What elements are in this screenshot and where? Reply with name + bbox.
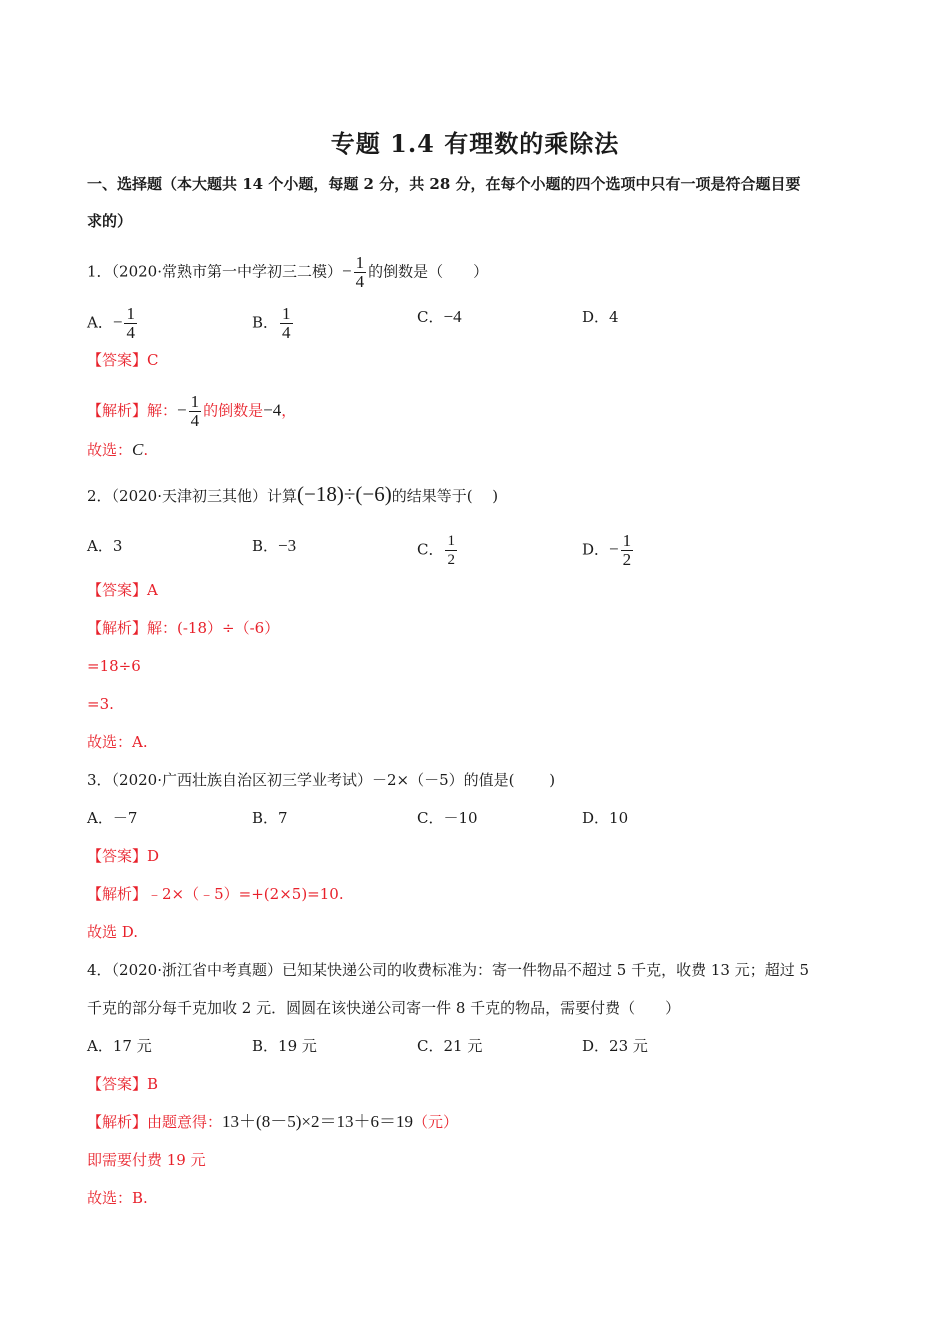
question-2-prefix: 2．（2020·天津初三其他）计算	[87, 487, 297, 505]
q2-option-b	[252, 536, 296, 556]
analysis-label: 【解析】	[87, 619, 148, 637]
analysis-label: 【解析】	[87, 401, 148, 420]
option-label: C．	[417, 540, 444, 559]
fraction-numerator: 1	[126, 304, 135, 323]
q1-option-b	[252, 305, 295, 342]
q1-option-d	[582, 307, 619, 327]
q1-choice	[87, 440, 148, 460]
option-label: C．	[417, 308, 444, 326]
option-label: B．	[252, 313, 279, 332]
q4-option-a: A．17 元	[87, 1037, 152, 1055]
question-4: 4．（2020·浙江省中考真题）已知某快递公司的收费标准为：寄一件物品不超过 5 千克，收费 13 元；超过 5	[87, 961, 810, 979]
option-label: B．	[252, 537, 279, 555]
q2-step-2: =3.	[87, 695, 114, 713]
option-label: D．	[582, 308, 610, 326]
choice-end: .	[143, 441, 149, 459]
q3-option-b: B．7	[252, 809, 288, 827]
option-label: A．	[87, 537, 113, 555]
choice-value: C	[132, 440, 144, 459]
fraction-denominator: 4	[126, 323, 135, 342]
fraction-denominator: 4	[282, 323, 291, 342]
option-value: 4	[609, 308, 619, 326]
fraction-numerator: 1	[622, 531, 632, 550]
section-heading: 一、选择题（本大题共 14 个小题，每题 2 分，共 28 分，在每个小题的四个选项中只有一项是符合题目要	[87, 175, 801, 193]
question-1-fraction	[354, 254, 367, 291]
option-value: −3	[278, 536, 297, 555]
q2-option-a	[87, 536, 122, 556]
analysis-end: ，	[281, 401, 297, 420]
analysis-text: ﹣2×（﹣5）=+(2×5)=10.	[147, 885, 344, 903]
option-fraction	[280, 305, 293, 342]
fraction-numerator: 1	[355, 253, 365, 272]
option-value: 3	[112, 537, 123, 555]
q4-analysis	[87, 1112, 458, 1132]
option-sign: −	[609, 539, 619, 559]
option-fraction	[621, 532, 634, 569]
fraction-numerator: 1	[282, 304, 291, 323]
fraction-denominator: 4	[190, 411, 200, 430]
q4-option-c: C．21 元	[417, 1037, 483, 1055]
q3-choice: 故选 D.	[87, 923, 139, 941]
analysis-pre: 由题意得：	[147, 1113, 223, 1131]
fraction-numerator: 1	[190, 392, 200, 411]
analysis-text: 解：(-18）÷（-6）	[147, 619, 280, 637]
q1-analysis	[87, 393, 296, 430]
q3-option-c: C．－10	[417, 809, 478, 827]
analysis-expression: 13＋(8－5)×2＝13＋6＝19	[222, 1112, 413, 1131]
analysis-label: 【解析】	[87, 1113, 148, 1131]
question-2-expression: (−18)÷(−6)	[297, 482, 392, 506]
q4-option-d: D．23 元	[582, 1037, 648, 1055]
option-label: A．	[87, 313, 113, 332]
fraction-denominator: 2	[622, 550, 632, 569]
question-3: 3．（2020·广西壮族自治区初三学业考试）－2×（－5）的值是( )	[87, 771, 556, 789]
option-value: −4	[443, 307, 462, 326]
page-title: 专题 1.4 有理数的乘除法	[330, 129, 620, 158]
q4-option-b: B．19 元	[252, 1037, 317, 1055]
q1-answer: 【答案】C	[87, 351, 159, 369]
analysis-unit: （元）	[412, 1113, 458, 1131]
option-fraction	[445, 532, 457, 569]
fraction-numerator: 1	[447, 533, 455, 549]
q4-choice: 故选：B.	[87, 1189, 148, 1207]
question-1-sign: −	[342, 261, 352, 281]
question-2-suffix: 的结果等于( )	[391, 487, 499, 505]
q2-option-d	[582, 532, 635, 569]
q4-answer: 【答案】B	[87, 1075, 159, 1093]
q2-answer: 【答案】A	[87, 581, 158, 599]
choice-pre: 故选：	[87, 441, 133, 459]
q2-choice: 故选：A.	[87, 733, 148, 751]
q3-option-d: D．10	[582, 809, 629, 827]
analysis-label: 【解析】	[87, 885, 148, 903]
q1-option-a	[87, 305, 139, 342]
fraction-denominator: 2	[447, 552, 455, 568]
question-4-cont: 千克的部分每千克加收 2 元．圆圆在该快递公司寄一件 8 千克的物品，需要付费（ ）	[87, 999, 681, 1017]
question-1	[87, 254, 488, 291]
analysis-value: −4	[263, 400, 282, 420]
question-1-prefix: 1．（2020·常熟市第一中学初三二模）	[87, 262, 342, 281]
option-fraction	[124, 305, 137, 342]
q2-option-c	[417, 532, 459, 569]
q2-step-1: =18÷6	[87, 657, 141, 675]
question-2	[87, 484, 498, 506]
analysis-fraction	[189, 393, 202, 430]
q3-option-a: A．－7	[87, 809, 138, 827]
q4-step-1: 即需要付费 19 元	[87, 1151, 206, 1169]
q3-answer: 【答案】D	[87, 847, 160, 865]
analysis-sign: −	[177, 400, 187, 420]
q3-analysis	[87, 884, 344, 904]
fraction-denominator: 4	[355, 272, 365, 291]
analysis-pre: 解：	[147, 401, 178, 420]
question-1-suffix: 的倒数是（ ）	[368, 262, 489, 281]
analysis-mid: 的倒数是	[203, 401, 264, 420]
section-heading-cont: 求的）	[87, 212, 133, 230]
option-label: D．	[582, 540, 610, 559]
q1-option-c	[417, 307, 462, 327]
option-sign: −	[112, 312, 123, 332]
q2-analysis	[87, 618, 279, 638]
